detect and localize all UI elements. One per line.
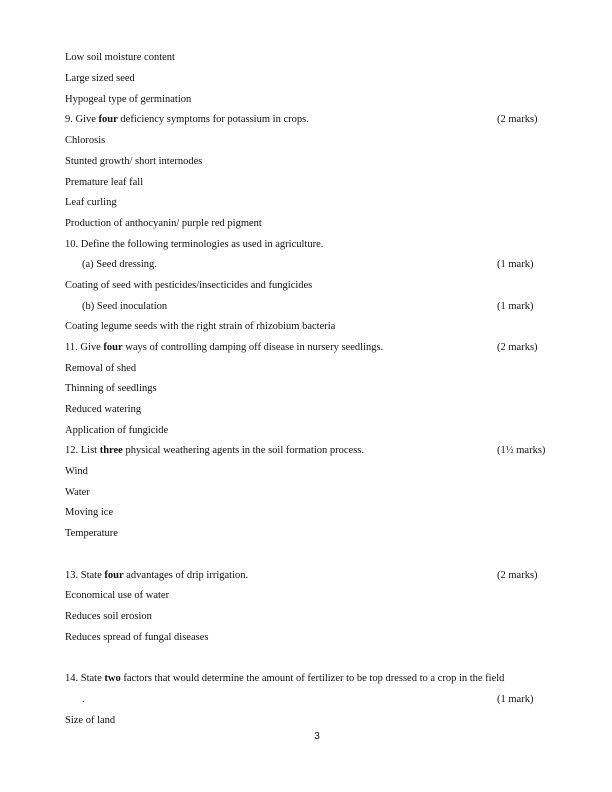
answer-line: Economical use of water xyxy=(65,590,170,601)
answer-line: Stunted growth/ short internodes xyxy=(65,156,203,167)
question-12-marks: (1½ marks) xyxy=(497,445,546,456)
answer-line: Wind xyxy=(65,466,88,477)
question-9: 9. Give four deficiency symptoms for potassium in crops. xyxy=(65,114,309,125)
question-11: 11. Give four ways of controlling damping off disease in nursery seedlings. xyxy=(65,342,384,353)
answer-line: Reduced watering xyxy=(65,404,142,415)
question-10a-marks: (1 mark) xyxy=(497,259,534,270)
question-10b-marks: (1 mark) xyxy=(497,301,534,312)
question-13: 13. State four advantages of drip irrigation. xyxy=(65,570,249,581)
question-14-dot: . xyxy=(82,694,85,705)
answer-line: Reduces spread of fungal diseases xyxy=(65,632,209,643)
answer-line: Size of land xyxy=(65,715,116,726)
question-10: 10. Define the following terminologies as used in agriculture. xyxy=(65,239,324,250)
page-number: 3 xyxy=(314,731,320,742)
answer-line: Coating legume seeds with the right strain of rhizobium bacteria xyxy=(65,321,336,332)
question-10a: (a) Seed dressing. xyxy=(82,259,157,270)
answer-line: Removal of shed xyxy=(65,363,137,374)
question-12: 12. List three physical weathering agents in the soil formation process. xyxy=(65,445,365,456)
question-10b: (b) Seed inoculation xyxy=(82,301,168,312)
answer-line: Reduces soil erosion xyxy=(65,611,152,622)
question-14: 14. State two factors that would determine the amount of fertilizer to be top dressed to a crop in the field xyxy=(65,673,505,684)
question-9-marks: (2 marks) xyxy=(497,114,538,125)
answer-line: Moving ice xyxy=(65,507,114,518)
question-11-marks: (2 marks) xyxy=(497,342,538,353)
answer-line: Premature leaf fall xyxy=(65,177,144,188)
answer-line: Hypogeal type of germination xyxy=(65,94,192,105)
answer-line: Large sized seed xyxy=(65,73,135,84)
answer-line: Application of fungicide xyxy=(65,425,169,436)
question-14-marks: (1 mark) xyxy=(497,694,534,705)
answer-line: Chlorosis xyxy=(65,135,106,146)
answer-line: Water xyxy=(65,487,90,498)
answer-line: Temperature xyxy=(65,528,118,539)
answer-line: Production of anthocyanin/ purple red pigment xyxy=(65,218,262,229)
answer-line: Thinning of seedlings xyxy=(65,383,157,394)
answer-line: Low soil moisture content xyxy=(65,52,175,63)
question-13-marks: (2 marks) xyxy=(497,570,538,581)
answer-line: Leaf curling xyxy=(65,197,117,208)
answer-line: Coating of seed with pesticides/insecticides and fungicides xyxy=(65,280,313,291)
